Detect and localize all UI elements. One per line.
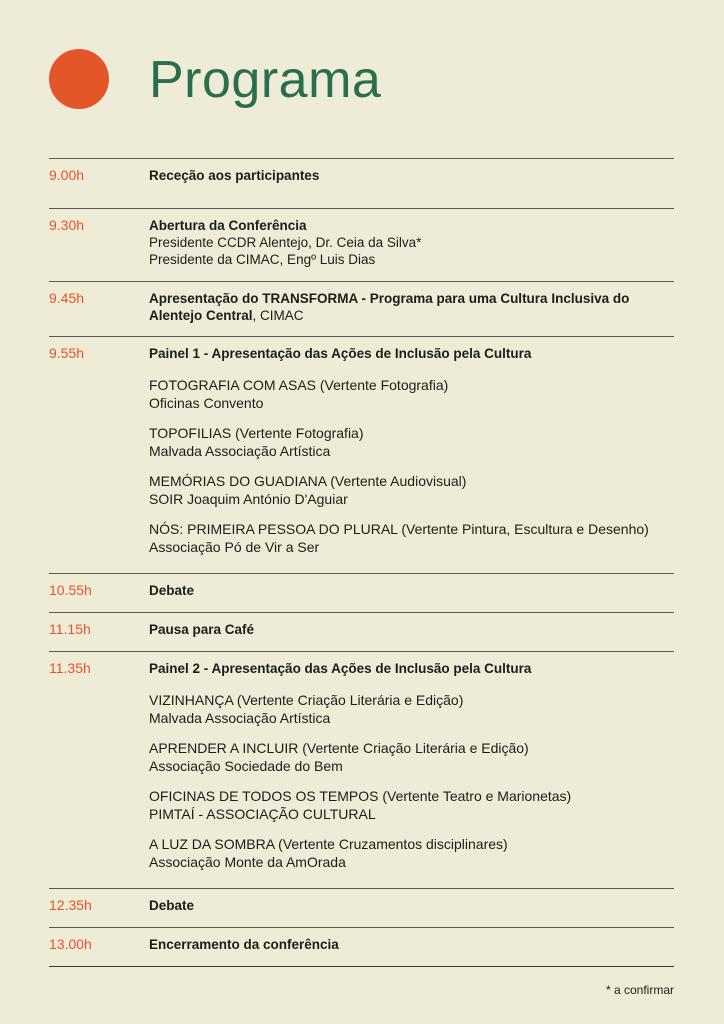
schedule-row: [49, 927, 674, 967]
panel-item: TOPOFILIAS (Vertente Fotografia) Malvada Associação Artística: [149, 425, 364, 459]
schedule-row: [49, 888, 674, 927]
schedule-time: 9.30h: [49, 217, 85, 233]
panel-item: MEMÓRIAS DO GUADIANA (Vertente Audiovisual) SOIR Joaquim António D'Aguiar: [149, 473, 467, 507]
schedule-title: Apresentação do TRANSFORMA - Programa para uma Cultura Inclusiva do Alentejo Central: [149, 291, 630, 323]
schedule-row: [49, 336, 674, 573]
footnote: * a confirmar: [605, 983, 674, 997]
page-title: Programa: [149, 51, 382, 109]
schedule-time: 9.00h: [49, 167, 85, 183]
panel-item: A LUZ DA SOMBRA (Vertente Cruzamentos disciplinares) Associação Monte da AmOrada: [149, 836, 508, 870]
schedule-title: Encerramento da conferência: [149, 937, 339, 952]
panel-item: NÓS: PRIMEIRA PESSOA DO PLURAL (Vertente Pintura, Escultura e Desenho) Associação Pó de Vir a Ser: [149, 521, 649, 555]
schedule-title: Debate: [149, 898, 195, 913]
schedule-row: [49, 208, 674, 281]
orange-circle-icon: [49, 49, 109, 109]
schedule-title: Painel 2 - Apresentação das Ações de Inclusão pela Cultura: [149, 661, 532, 676]
panel-item: VIZINHANÇA (Vertente Criação Literária e Edição) Malvada Associação Artística: [149, 692, 464, 726]
schedule-detail: Presidente CCDR Alentejo, Dr. Ceia da Silva*: [149, 235, 422, 250]
page-header: [49, 49, 689, 109]
schedule-title: Receção aos participantes: [149, 168, 320, 183]
schedule-detail: Presidente da CIMAC, Engº Luis Dias: [149, 252, 376, 267]
schedule-time: 13.00h: [49, 936, 92, 952]
schedule-row: [49, 612, 674, 651]
schedule-title: Pausa para Café: [149, 622, 255, 637]
schedule-time: 10.55h: [49, 582, 92, 598]
schedule-time: 9.55h: [49, 345, 85, 361]
schedule-row: [49, 281, 674, 336]
schedule-time: 9.45h: [49, 290, 85, 306]
schedule-time: 12.35h: [49, 897, 92, 913]
schedule-time: 11.15h: [49, 621, 91, 637]
panel-item: APRENDER A INCLUIR (Vertente Criação Literária e Edição) Associação Sociedade do Bem: [149, 740, 529, 774]
schedule-title: Debate: [149, 583, 195, 598]
schedule-row: [49, 158, 674, 208]
schedule-row: [49, 651, 674, 888]
schedule-title-suffix: , CIMAC: [252, 308, 304, 323]
panel-item: OFICINAS DE TODOS OS TEMPOS (Vertente Teatro e Marionetas) PIMTAÍ - ASSOCIAÇÃO CULTURAL: [149, 788, 572, 822]
panel-item: FOTOGRAFIA COM ASAS (Vertente Fotografia) Oficinas Convento: [149, 377, 449, 411]
schedule: [49, 158, 674, 967]
schedule-row: [49, 573, 674, 612]
schedule-time: 11.35h: [49, 660, 91, 676]
schedule-title: Abertura da Conferência: [149, 218, 307, 233]
schedule-title: Painel 1 - Apresentação das Ações de Inclusão pela Cultura: [149, 346, 532, 361]
